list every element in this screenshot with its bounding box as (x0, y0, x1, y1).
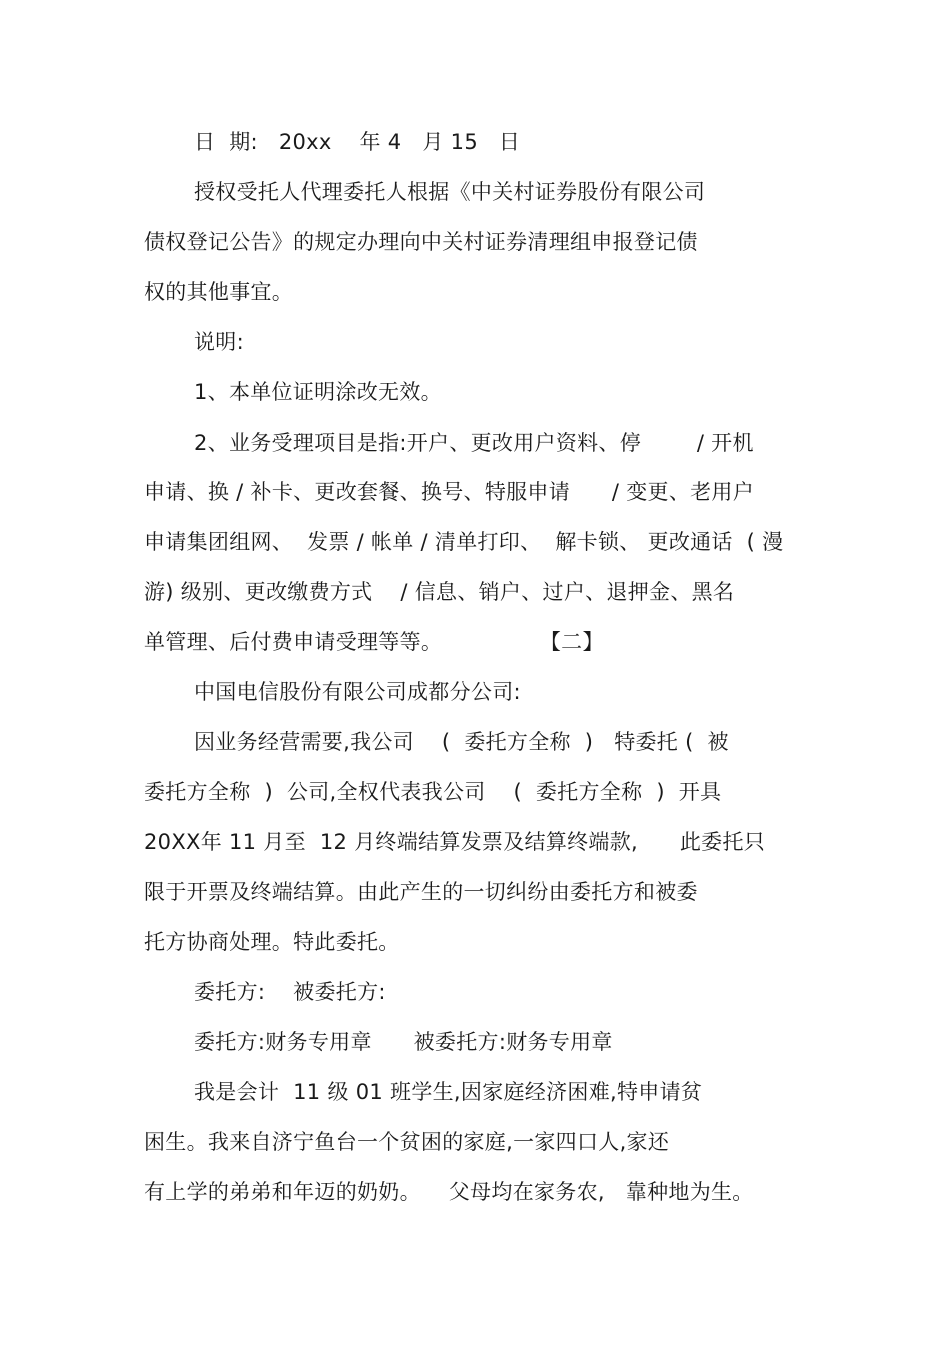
paragraph-line: 授权受托人代理委托人根据《中关村证券股份有限公司 (194, 180, 706, 204)
note-item: 1、本单位证明涂改无效。 (194, 380, 442, 404)
seal-line: 委托方:财务专用章 被委托方:财务专用章 (194, 1030, 613, 1054)
paragraph-line: 因业务经营需要,我公司 ( 委托方全称 ) 特委托 ( 被 (194, 730, 729, 754)
signature-line: 委托方: 被委托方: (194, 980, 386, 1004)
paragraph-line: 困生。我来自济宁鱼台一个贫困的家庭,一家四口人,家还 (144, 1130, 670, 1154)
paragraph-line: 我是会计 11 级 01 班学生,因家庭经济困难,特申请贫 (194, 1080, 703, 1104)
paragraph-line: 游) 级别、更改缴费方式 / 信息、销户、过户、退押金、黑名 (144, 580, 735, 604)
date-line: 日 期: 20xx 年 4 月 15 日 (194, 130, 521, 154)
addressee-line: 中国电信股份有限公司成都分公司: (194, 680, 521, 704)
notes-heading: 说明: (194, 330, 244, 354)
paragraph-line: 债权登记公告》的规定办理向中关村证券清理组申报登记债 (144, 230, 698, 254)
paragraph-line: 限于开票及终端结算。由此产生的一切纠纷由委托方和被委 (144, 880, 698, 904)
paragraph-line: 有上学的弟弟和年迈的奶奶。 父母均在家务农, 靠种地为生。 (144, 1180, 754, 1204)
paragraph-line: 20XX年 11 月至 12 月终端结算发票及结算终端款, 此委托只 (144, 830, 766, 854)
paragraph-line: 委托方全称 ) 公司,全权代表我公司 ( 委托方全称 ) 开具 (144, 780, 722, 804)
paragraph-line: 托方协商处理。特此委托。 (144, 930, 400, 954)
paragraph-line: 申请、换 / 补卡、更改套餐、换号、特服申请 / 变更、老用户 (144, 480, 755, 504)
paragraph-line: 单管理、后付费申请受理等等。 【二】 (144, 630, 604, 654)
paragraph-line: 权的其他事宜。 (144, 280, 294, 304)
paragraph-line: 申请集团组网、 发票 / 帐单 / 清单打印、 解卡锁、 更改通话 ( 漫 (144, 530, 784, 554)
note-item: 2、业务受理项目是指:开户、更改用户资料、停 / 开机 (194, 431, 754, 455)
